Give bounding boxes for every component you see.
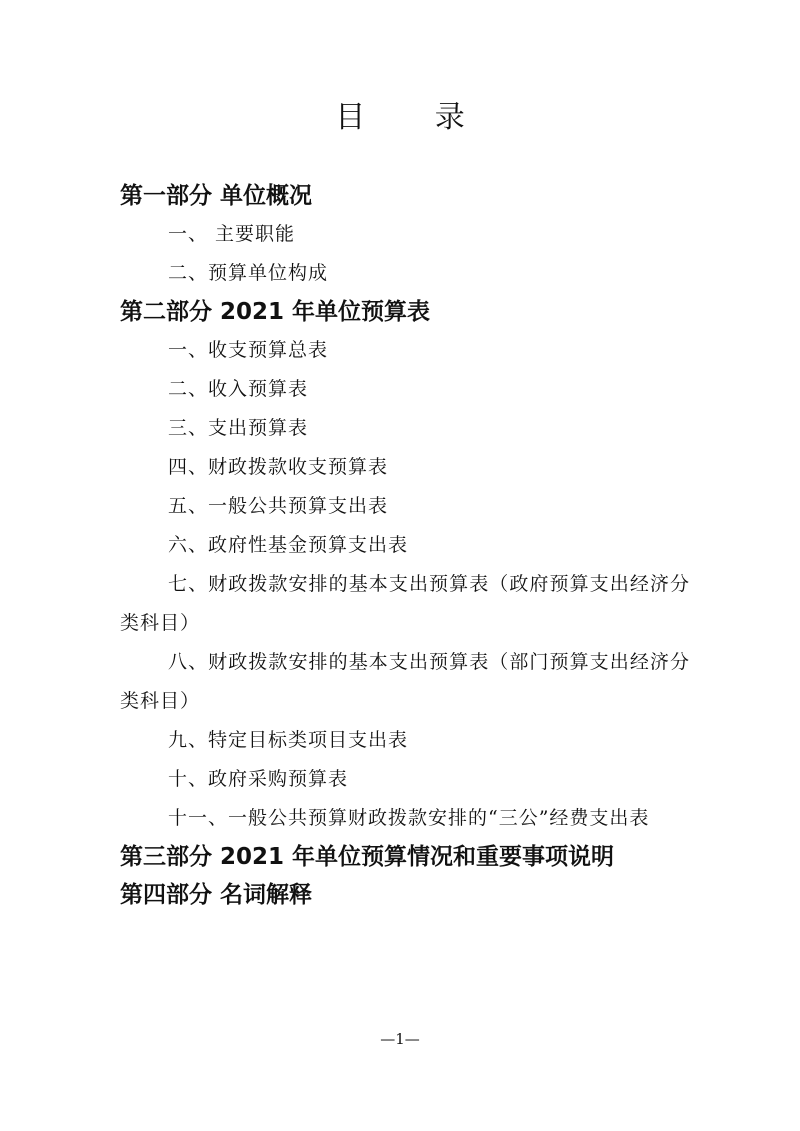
toc-item[interactable]: 二、预算单位构成	[168, 262, 329, 284]
toc-item[interactable]: 三、支出预算表	[168, 417, 309, 439]
toc-part-4[interactable]: 第四部分 名词解释	[120, 882, 313, 908]
toc-part-2[interactable]: 第二部分 2021 年单位预算表	[120, 299, 431, 325]
toc-item[interactable]: 一、收支预算总表	[168, 339, 329, 361]
toc-part-3[interactable]: 第三部分 2021 年单位预算情况和重要事项说明	[120, 844, 615, 870]
toc-item[interactable]: 一、 主要职能	[168, 223, 296, 245]
page-title: 目 录	[335, 100, 495, 135]
toc-item[interactable]: 十一、一般公共预算财政拨款安排的“三公”经费支出表	[168, 807, 650, 829]
toc-item[interactable]: 二、收入预算表	[168, 378, 309, 400]
toc-item[interactable]: 八、财政拨款安排的基本支出预算表（部门预算支出经济分类科目）	[120, 651, 690, 712]
toc-item[interactable]: 五、一般公共预算支出表	[168, 495, 389, 517]
toc-item[interactable]: 十、政府采购预算表	[168, 768, 349, 790]
toc-part-1[interactable]: 第一部分 单位概况	[120, 183, 313, 209]
toc-item[interactable]: 六、政府性基金预算支出表	[168, 534, 409, 556]
toc-item[interactable]: 七、财政拨款安排的基本支出预算表（政府预算支出经济分类科目）	[120, 573, 690, 634]
page-number: —1—	[380, 1030, 420, 1048]
toc-item[interactable]: 九、特定目标类项目支出表	[168, 729, 409, 751]
toc-item[interactable]: 四、财政拨款收支预算表	[168, 456, 389, 478]
table-of-contents	[120, 177, 690, 914]
